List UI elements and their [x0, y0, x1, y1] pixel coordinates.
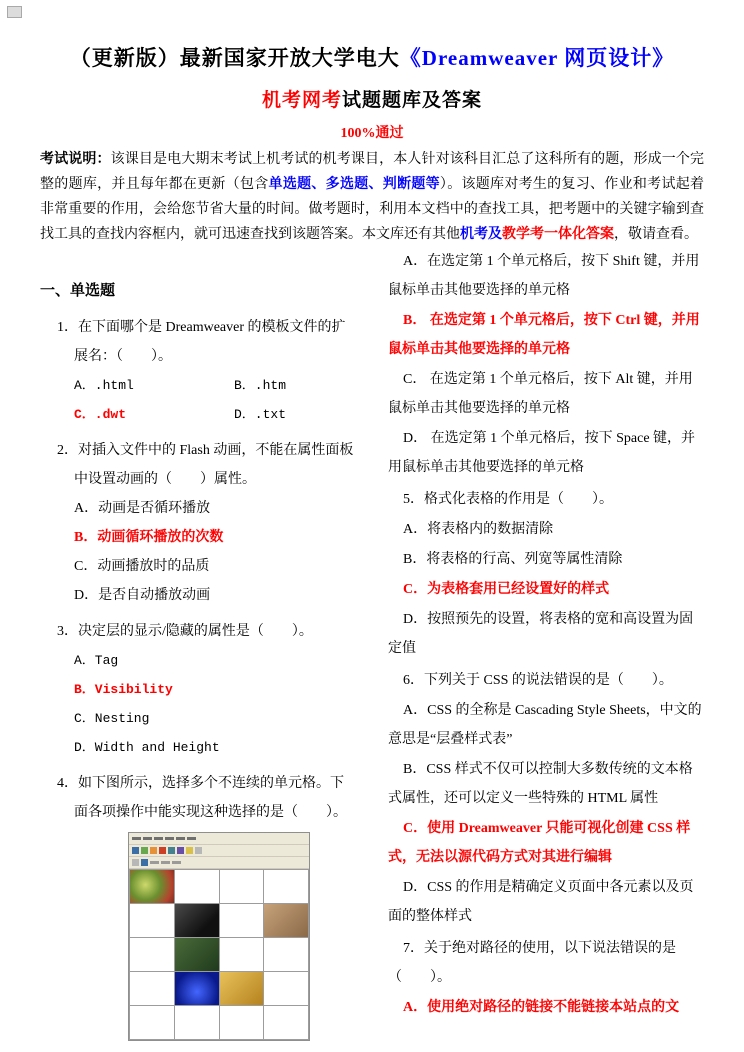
question-4-option-b-answer: B． 在选定第 1 个单元格后，按下 Ctrl 键，并用鼠标单击其他要选择的单元格 — [388, 313, 700, 357]
window-artifact-icon — [7, 6, 22, 18]
screenshot-toolbar — [129, 845, 309, 857]
table-cell — [175, 1006, 219, 1039]
question-3-options — [40, 646, 356, 762]
toolbar-icon — [159, 847, 166, 854]
table-cell — [264, 938, 308, 971]
section-heading-single-choice: 一、单选题 — [40, 283, 116, 299]
table-cell — [130, 972, 174, 1005]
question-3-option-d: D．Width and Height — [74, 740, 220, 755]
question-2-option-b-answer: B．动画循环播放的次数 — [74, 530, 224, 545]
question-4-stem: 4．如下图所示，选择多个不连续的单元格。下面各项操作中能实现这种选择的是（ ）。 — [57, 776, 347, 820]
question-2-options — [40, 494, 356, 610]
question-6 — [388, 666, 704, 931]
question-3-option-c: C．Nesting — [74, 711, 150, 726]
toolbar-icon — [186, 847, 193, 854]
image-cell — [220, 972, 264, 1005]
toolbar-icon — [177, 847, 184, 854]
screenshot-toolbar-2 — [129, 857, 309, 869]
screenshot-table-grid — [129, 869, 309, 1040]
question-3 — [40, 617, 356, 762]
table-cell — [264, 972, 308, 1005]
question-6-option-d: D．CSS 的作用是精确定义页面中各元素以及页面的整体样式 — [388, 880, 694, 924]
question-2 — [40, 436, 356, 610]
image-cell — [175, 972, 219, 1005]
table-cell — [220, 938, 264, 971]
right-column — [388, 247, 704, 1023]
menu-text-hint — [150, 861, 159, 864]
question-5 — [388, 485, 704, 663]
exam-instructions: 考试说明：该课目是电大期末考试上机考试的机考课目，本人针对该科目汇总了这科所有的题，形成一个完整的题库，并且每年都在更新（包含单选题、多选题、判断题等）。该题库对考生的复习、作业和考试起着非常重要的作用，会给您节省大量的时间。做考题时，利用本文档中的查找工具，把考题中的关键字输到查找工具的查找内容框内，就可迅速查找到该题答案。本文库还有其他机考及教学考一体化答案，敬请查看。 — [40, 152, 705, 242]
screenshot-menubar — [129, 833, 309, 845]
menu-text-hint — [143, 837, 152, 840]
table-cell — [264, 1006, 308, 1039]
document-title: （更新版）最新国家开放大学电大《Dreamweaver 网页设计》 — [69, 46, 675, 70]
menu-text-hint — [172, 861, 181, 864]
menu-text-hint — [154, 837, 163, 840]
question-2-option-c: C．动画播放时的品质 — [74, 559, 210, 574]
question-1-options — [74, 371, 356, 429]
question-1-option-a: A．.html — [74, 378, 134, 393]
question-5-option-b: B．将表格的行高、列宽等属性清除 — [403, 552, 623, 567]
left-column — [40, 247, 356, 1041]
table-cell — [220, 904, 264, 937]
question-4-option-c: C． 在选定第 1 个单元格后，按下 Alt 键，并用鼠标单击其他要选择的单元格 — [388, 372, 693, 416]
menu-text-hint — [187, 837, 196, 840]
image-cell — [264, 904, 308, 937]
question-5-option-a: A．将表格内的数据清除 — [403, 522, 554, 537]
question-2-option-a: A．动画是否循环播放 — [74, 501, 211, 516]
menu-text-hint — [165, 837, 174, 840]
toolbar-icon — [132, 859, 139, 866]
table-cell — [175, 870, 219, 903]
pass-rate-line: 100%通过 — [340, 126, 404, 141]
question-7 — [388, 934, 704, 1022]
question-6-stem: 6．下列关于 CSS 的说法错误的是（ ）。 — [403, 673, 673, 688]
question-1-option-d: D．.txt — [234, 407, 287, 422]
table-cell — [130, 904, 174, 937]
question-7-option-a-answer: A．使用绝对路径的链接不能链接本站点的文 — [403, 1000, 680, 1015]
dreamweaver-table-screenshot — [128, 832, 310, 1041]
image-cell — [175, 904, 219, 937]
question-3-option-b-answer: B．Visibility — [74, 682, 173, 697]
question-1-stem: 1．在下面哪个是 Dreamweaver 的模板文件的扩展名：（ ）。 — [57, 320, 346, 364]
menu-text-hint — [132, 837, 141, 840]
menu-text-hint — [176, 837, 185, 840]
question-6-option-a: A．CSS 的全称是 Cascading Style Sheets，中文的意思是“层叠样式表” — [388, 703, 702, 747]
question-1 — [40, 313, 356, 429]
question-5-stem: 5．格式化表格的作用是（ ）。 — [403, 492, 613, 507]
table-cell — [130, 938, 174, 971]
table-cell — [264, 870, 308, 903]
question-7-stem: 7．关于绝对路径的使用，以下说法错误的是（ ）。 — [388, 941, 676, 985]
image-cell — [175, 938, 219, 971]
toolbar-icon — [195, 847, 202, 854]
table-cell — [220, 1006, 264, 1039]
table-cell — [130, 1006, 174, 1039]
question-5-option-d: D．按照预先的设置，将表格的宽和高设置为固定值 — [388, 612, 694, 656]
question-5-option-c-answer: C．为表格套用已经设置好的样式 — [403, 582, 610, 597]
menu-text-hint — [161, 861, 170, 864]
question-1-option-b: B．.htm — [234, 378, 287, 393]
question-2-option-d: D．是否自动播放动画 — [74, 588, 211, 603]
question-6-option-c-answer: C．使用 Dreamweaver 只能可视化创建 CSS 样式，无法以源代码方式对其进行编辑 — [388, 821, 691, 865]
image-cell — [130, 870, 174, 903]
table-cell — [220, 870, 264, 903]
toolbar-icon — [141, 847, 148, 854]
question-2-stem: 2．对插入文件中的 Flash 动画，不能在属性面板中设置动画的（ ）属性。 — [57, 443, 354, 487]
question-1-option-c-answer: C．.dwt — [74, 407, 127, 422]
question-4-option-a: A．在选定第 1 个单元格后，按下 Shift 键，并用鼠标单击其他要选择的单元格 — [388, 254, 700, 298]
toolbar-icon — [150, 847, 157, 854]
toolbar-icon — [168, 847, 175, 854]
toolbar-icon — [132, 847, 139, 854]
question-4 — [40, 769, 356, 1041]
question-3-option-a: A．Tag — [74, 653, 119, 668]
toolbar-icon — [141, 859, 148, 866]
document-subtitle: 机考网考试题题库及答案 — [261, 90, 483, 111]
question-6-option-b: B．CSS 样式不仅可以控制大多数传统的文本格式属性，还可以定义一些特殊的 HTML 属性 — [388, 762, 693, 806]
question-4-option-d: D． 在选定第 1 个单元格后，按下 Space 键，并用鼠标单击其他要选择的单元格 — [388, 431, 696, 475]
two-column-body — [40, 247, 704, 1041]
question-3-stem: 3．决定层的显示/隐藏的属性是（ ）。 — [57, 624, 313, 639]
